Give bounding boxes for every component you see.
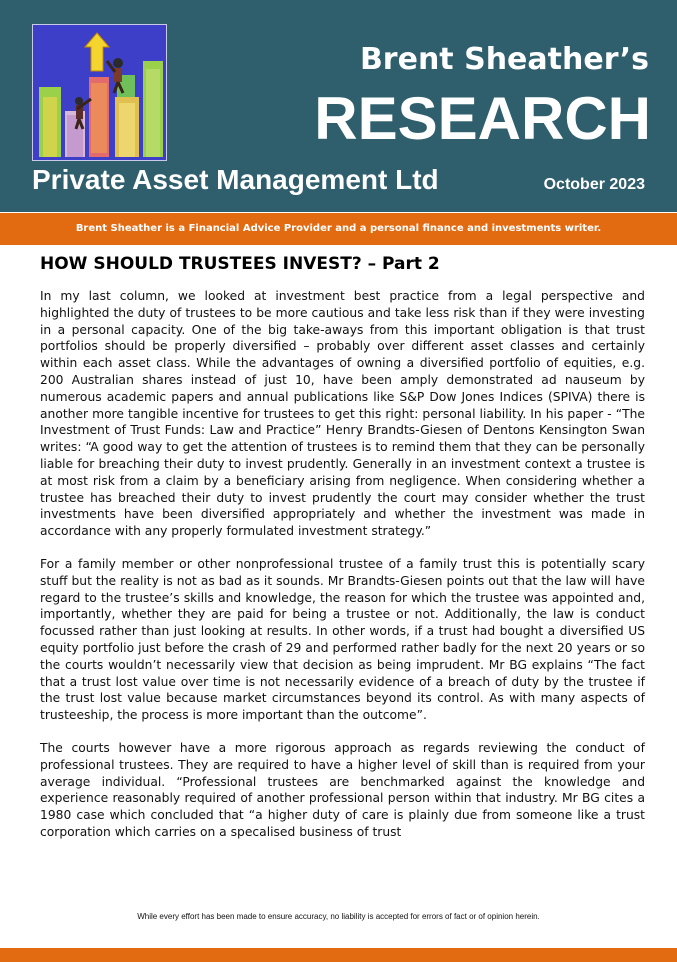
article-paragraph: For a family member or other nonprofessional trustee of a family trust this is potentially scary stuff but the reality is not as bad as it sounds. Mr Brandts-Giesen points out that the law will have regard to the trustee’s skills and knowledge, the reason for which the trustee was appointed and, importantly, whether they are paid for being a trustee or not. Additionally, the law is conduct focussed rather than just looking at results. In other words, if a trust had bought a diversified US equity portfolio just before the crash of 29 and performed rather badly for the next 20 years or so the courts wouldn’t necessarily view that decision as being imprudent. Mr BG explains “The fact that a trust lost value over time is not necessarily evidence of a breach of duty by the trustee if the trust lost value because market circumstances beyond its control. As with many aspects of trusteeship, the process is more important than the outcome”. (40, 556, 645, 723)
company-name: Private Asset Management Ltd (32, 164, 439, 195)
masthead (0, 0, 677, 212)
disclaimer: While every effort has been made to ensure accuracy, no liability is accepted for errors of fact or of opinion herein. (137, 912, 540, 921)
masthead-title-research: RESEARCH (314, 85, 651, 152)
author-banner: Brent Sheather is a Financial Advice Provider and a personal finance and investments writer. (0, 213, 677, 245)
article-headline: HOW SHOULD TRUSTEES INVEST? – Part 2 (40, 254, 440, 274)
growth-chart-logo-icon (32, 24, 167, 161)
bottom-bar (0, 948, 677, 962)
issue-date: October 2023 (543, 176, 645, 193)
article-body (40, 288, 645, 857)
masthead-title-name: Brent Sheather’s (359, 42, 649, 77)
article-paragraph: The courts however have a more rigorous approach as regards reviewing the conduct of professional trustees. They are required to have a higher level of skill than is required from your average individual. “Professional trustees are benchmarked against the knowledge and experience reasonably required of another professional person within that industry. Mr BG cites a 1980 case which concluded that “a higher duty of care is plainly due from someone like a trust corporation which carries on a specalised business of trust (40, 740, 645, 839)
article-paragraph: In my last column, we looked at investment best practice from a legal perspective and highlighted the duty of trustees to be more cautious and take less risk than if they were investing in a personal capacity. One of the big take-aways from this important obligation is that trust portfolios should be properly diversified – probably over different asset classes and certainly within each asset class. While the advantages of owning a diversified portfolio of equities, e.g. 200 Australian shares instead of just 10, have been amply demonstrated ad nauseum by numerous academic papers and annual publications like S&P Dow Jones Indices (SPIVA) there is another more tangible incentive for trustees to get this right: personal liability. In his paper - “The Investment of Trust Funds: Law and Practice” Henry Brandts-Giesen of Dentons Kensington Swan writes: “A good way to get the attention of trustees is to remind them that they can be personally liable for breaching their duty to invest prudently. Generally in an investment context a trustee is at most risk from a claim by a beneficiary arising from negligence. When considering whether a trustee has breached their duty to invest prudently the court may consider whether the trust investments have been diversified appropriately and whether the investment was made in accordance with any properly formulated investment strategy.” (40, 289, 645, 539)
